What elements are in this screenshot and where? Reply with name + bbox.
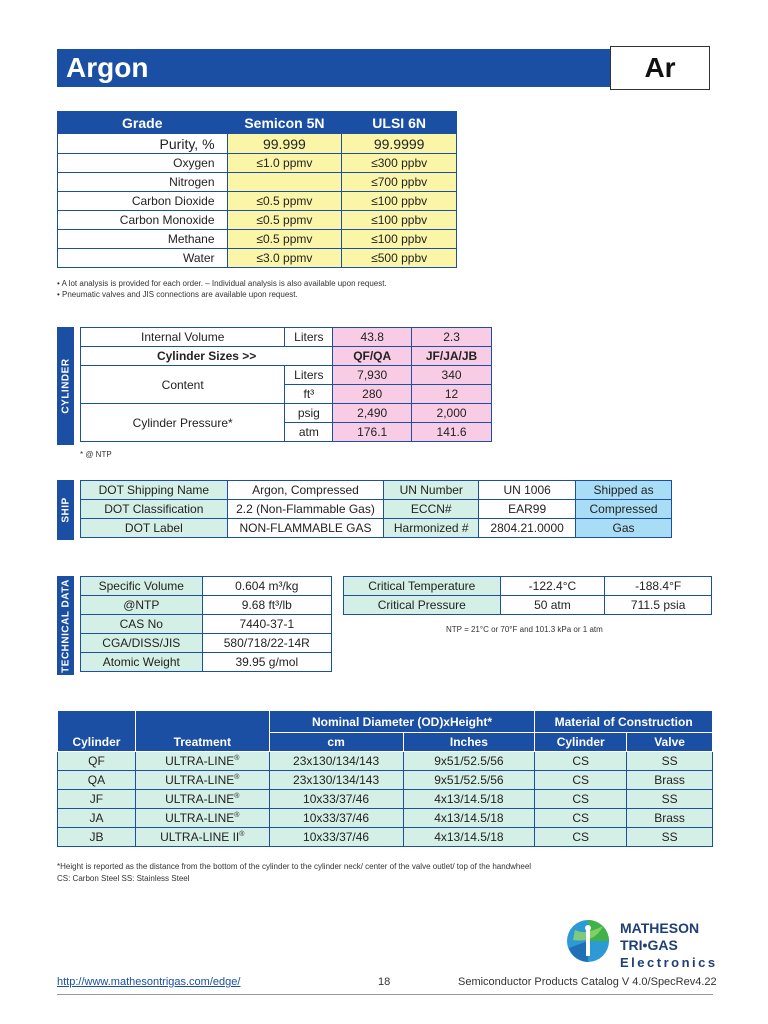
pressure-unit-atm: atm: [285, 423, 333, 442]
row-inches: 9x51/52.5/56: [403, 771, 535, 790]
content-unit-liters: Liters: [285, 366, 333, 385]
content-ft3-qf: 280: [333, 385, 412, 404]
critical-value-1: 50 atm: [500, 596, 605, 615]
shipped-as-line3: Gas: [576, 519, 672, 538]
row-treatment: ULTRA-LINE®: [135, 809, 269, 828]
row-cm: 23x130/134/143: [269, 752, 403, 771]
impurity-semicon: ≤0.5 ppmv: [227, 230, 342, 249]
ntp-footnote: * @ NTP: [80, 450, 112, 459]
impurity-semicon: ≤1.0 ppmv: [227, 154, 342, 173]
grade-note-2: • Pneumatic valves and JIS connections are available upon request.: [57, 290, 298, 299]
ship-label: DOT Label: [81, 519, 228, 538]
row-cylinder: JB: [58, 828, 136, 847]
pressure-atm-qf: 176.1: [333, 423, 412, 442]
impurity-ulsi: ≤100 ppbv: [342, 192, 457, 211]
impurity-label: Carbon Dioxide: [58, 192, 228, 211]
header-ulsi: ULSI 6N: [342, 112, 457, 134]
impurity-label: Carbon Monoxide: [58, 211, 228, 230]
property-label: CAS No: [81, 615, 203, 634]
header-treatment: Treatment: [135, 711, 269, 752]
impurity-label: Oxygen: [58, 154, 228, 173]
impurity-semicon: ≤0.5 ppmv: [227, 192, 342, 211]
row-inches: 9x51/52.5/56: [403, 752, 535, 771]
row-cm: 23x130/134/143: [269, 771, 403, 790]
ship-value2: UN 1006: [479, 481, 576, 500]
website-link[interactable]: http://www.mathesontrigas.com/edge/: [57, 976, 241, 988]
content-unit-ft3: ft³: [285, 385, 333, 404]
table-row: [58, 192, 457, 211]
property-value: 9.68 ft³/lb: [202, 596, 331, 615]
content-liters-qf: 7,930: [333, 366, 412, 385]
logo-text-matheson: MATHESON: [620, 920, 700, 936]
row-cylinder: QF: [58, 752, 136, 771]
impurity-label: Water: [58, 249, 228, 268]
impurity-label: Nitrogen: [58, 173, 228, 192]
ship-tab-label: SHIP: [60, 497, 71, 523]
cylinder-table: [80, 327, 492, 442]
table-row: [58, 771, 713, 790]
impurity-semicon: [227, 173, 342, 192]
table-row: [58, 249, 457, 268]
row-material: CS: [535, 771, 627, 790]
row-treatment: ULTRA-LINE®: [135, 752, 269, 771]
ship-label: DOT Shipping Name: [81, 481, 228, 500]
impurity-label: Methane: [58, 230, 228, 249]
row-material: CS: [535, 828, 627, 847]
technical-properties-table: [80, 576, 332, 672]
purity-ulsi: 99.9999: [342, 134, 457, 154]
row-valve: SS: [627, 752, 713, 771]
internal-volume-qf: 43.8: [333, 328, 412, 347]
content-liters-jf: 340: [412, 366, 492, 385]
row-inches: 4x13/14.5/18: [403, 828, 535, 847]
ship-label2: ECCN#: [384, 500, 479, 519]
row-valve: Brass: [627, 771, 713, 790]
ship-value: 2.2 (Non-Flammable Gas): [227, 500, 384, 519]
header-nominal-diameter: Nominal Diameter (OD)xHeight*: [269, 711, 535, 733]
impurity-semicon: ≤0.5 ppmv: [227, 211, 342, 230]
technical-data-tab-label: TECHNICAL DATA: [60, 578, 71, 673]
header-material-construction: Material of Construction: [535, 711, 713, 733]
impurity-ulsi: ≤100 ppbv: [342, 211, 457, 230]
row-material: CS: [535, 809, 627, 828]
row-treatment: ULTRA-LINE®: [135, 790, 269, 809]
page-title: Argon: [66, 52, 149, 83]
row-treatment: ULTRA-LINE®: [135, 771, 269, 790]
row-cm: 10x33/37/46: [269, 790, 403, 809]
row-valve: Brass: [627, 809, 713, 828]
critical-properties-table: [343, 576, 712, 615]
ship-label2: Harmonized #: [384, 519, 479, 538]
ship-value2: 2804.21.0000: [479, 519, 576, 538]
row-material: CS: [535, 752, 627, 771]
row-cm: 10x33/37/46: [269, 828, 403, 847]
ship-value: NON-FLAMMABLE GAS: [227, 519, 384, 538]
row-inches: 4x13/14.5/18: [403, 790, 535, 809]
cylinder-sizes-label: Cylinder Sizes >>: [81, 347, 333, 366]
header-cylinder: Cylinder: [58, 711, 136, 752]
row-cylinder: QA: [58, 771, 136, 790]
impurity-ulsi: ≤700 ppbv: [342, 173, 457, 192]
impurity-ulsi: ≤100 ppbv: [342, 230, 457, 249]
purity-semicon: 99.999: [227, 134, 342, 154]
pressure-psig-qf: 2,490: [333, 404, 412, 423]
cylinder-tab: [57, 327, 74, 445]
row-valve: SS: [627, 828, 713, 847]
row-material: CS: [535, 790, 627, 809]
cylinder-size-qf: QF/QA: [333, 347, 412, 366]
pressure-psig-jf: 2,000: [412, 404, 492, 423]
ship-value: Argon, Compressed: [227, 481, 384, 500]
pressure-atm-jf: 141.6: [412, 423, 492, 442]
page-number: 18: [378, 976, 391, 988]
impurity-ulsi: ≤500 ppbv: [342, 249, 457, 268]
height-footnote: *Height is reported as the distance from the bottom of the cylinder to the cylinder neck/ center of the valve outlet/ top of the handwheel: [57, 862, 532, 871]
grade-table: [57, 111, 457, 268]
table-row: [58, 230, 457, 249]
internal-volume-jf: 2.3: [412, 328, 492, 347]
table-row: [58, 173, 457, 192]
property-value: 0.604 m³/kg: [202, 577, 331, 596]
row-treatment: ULTRA-LINE II®: [135, 828, 269, 847]
logo-text-electronics: Electronics: [620, 955, 718, 970]
footer-divider: [57, 994, 713, 995]
table-row: [58, 154, 457, 173]
ship-label2: UN Number: [384, 481, 479, 500]
grade-note-1: • A lot analysis is provided for each order. – Individual analysis is also available upon request.: [57, 279, 387, 288]
property-value: 39.95 g/mol: [202, 653, 331, 672]
pressure-label: Cylinder Pressure*: [81, 404, 285, 442]
impurity-ulsi: ≤300 ppbv: [342, 154, 457, 173]
impurity-semicon: ≤3.0 ppmv: [227, 249, 342, 268]
purity-label: Purity, %: [58, 134, 228, 154]
property-label: Atomic Weight: [81, 653, 203, 672]
table-row: [58, 809, 713, 828]
logo-text-trigas: TRI•GAS: [620, 937, 678, 953]
property-value: 7440-37-1: [202, 615, 331, 634]
table-row: [58, 211, 457, 230]
matheson-globe-icon: [565, 918, 611, 964]
ship-tab: [57, 480, 74, 540]
header-semicon: Semicon 5N: [227, 112, 342, 134]
table-row: [58, 828, 713, 847]
table-row: [58, 752, 713, 771]
header-material-cylinder: Cylinder: [535, 733, 627, 752]
header-cm: cm: [269, 733, 403, 752]
row-cylinder: JA: [58, 809, 136, 828]
property-label: @NTP: [81, 596, 203, 615]
row-valve: SS: [627, 790, 713, 809]
steel-footnote: CS: Carbon Steel SS: Stainless Steel: [57, 874, 190, 883]
property-value: 580/718/22-14R: [202, 634, 331, 653]
header-valve: Valve: [627, 733, 713, 752]
ntp-definition: NTP = 21°C or 70°F and 101.3 kPa or 1 atm: [446, 625, 603, 634]
header-inches: Inches: [403, 733, 535, 752]
property-label: Specific Volume: [81, 577, 203, 596]
critical-value-2: -188.4°F: [605, 577, 712, 596]
content-ft3-jf: 12: [412, 385, 492, 404]
row-cm: 10x33/37/46: [269, 809, 403, 828]
element-symbol: Ar: [610, 46, 710, 90]
critical-label: Critical Temperature: [344, 577, 501, 596]
header-grade: Grade: [58, 112, 228, 134]
shipped-as-line1: Shipped as: [576, 481, 672, 500]
table-row: [58, 790, 713, 809]
ship-value2: EAR99: [479, 500, 576, 519]
catalog-version: Semiconductor Products Catalog V 4.0/SpecRev4.22: [458, 976, 717, 988]
content-label: Content: [81, 366, 285, 404]
internal-volume-unit: Liters: [285, 328, 333, 347]
critical-label: Critical Pressure: [344, 596, 501, 615]
critical-value-2: 711.5 psia: [605, 596, 712, 615]
technical-data-tab: [57, 576, 74, 675]
internal-volume-label: Internal Volume: [81, 328, 285, 347]
shipped-as-line2: Compressed: [576, 500, 672, 519]
materials-table: [57, 710, 713, 847]
cylinder-size-jf: JF/JA/JB: [412, 347, 492, 366]
critical-value-1: -122.4°C: [500, 577, 605, 596]
pressure-unit-psig: psig: [285, 404, 333, 423]
row-cylinder: JF: [58, 790, 136, 809]
row-inches: 4x13/14.5/18: [403, 809, 535, 828]
ship-table: [80, 480, 672, 538]
cylinder-tab-label: CYLINDER: [60, 358, 71, 414]
ship-label: DOT Classification: [81, 500, 228, 519]
property-label: CGA/DISS/JIS: [81, 634, 203, 653]
